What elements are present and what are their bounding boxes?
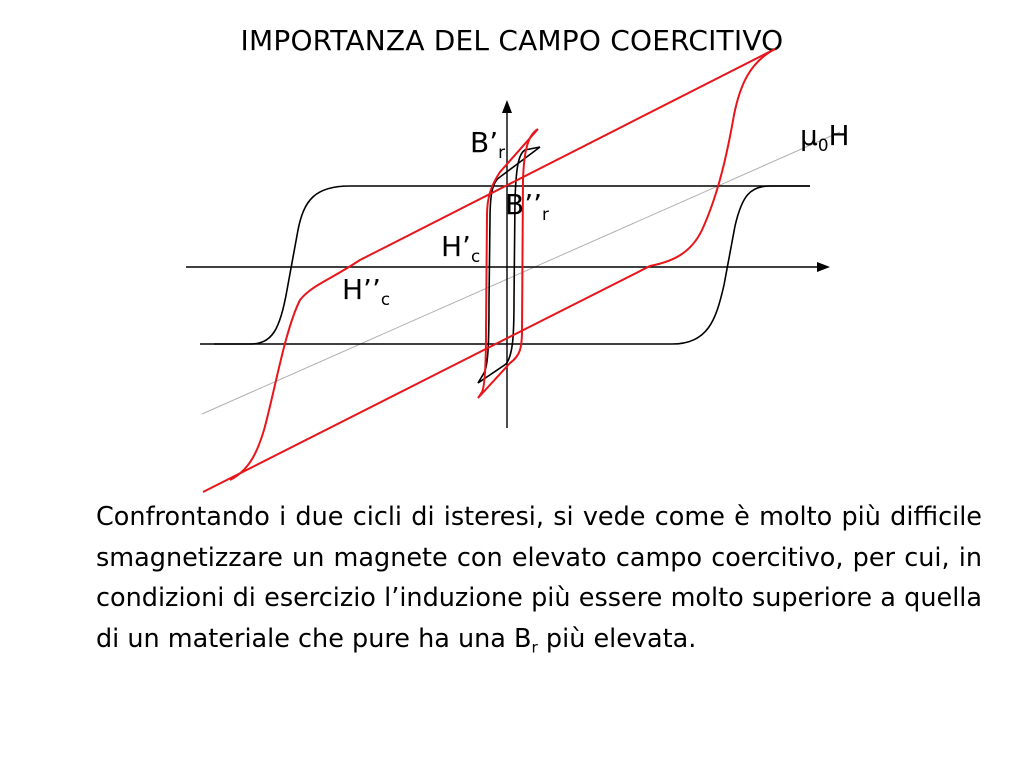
label-b-r-prime: $B’_r$ (470, 126, 506, 162)
label-mu0-h: $\mu_0H$ (800, 119, 850, 155)
x-axis-arrowhead (817, 262, 830, 272)
y-axis-arrowhead (502, 100, 512, 113)
mu0h-reference-line (202, 132, 840, 414)
label-b-r-double-prime: $B’’_r$ (505, 188, 549, 224)
body-paragraph: Confrontando i due cicli di isteresi, si vede come è molto più difficile smagnetizzare un magnete con elevato campo coercitivo, per cui, in condizioni di esercizio l’induzione più essere molto superiore a quella di un materiale che pure ha una $B_r$ più elevata. (96, 502, 982, 656)
label-h-c-double-prime: $H’’_c$ (342, 273, 391, 309)
red-wide-loop-ascending (230, 49, 775, 480)
label-h-c-prime: $H’_c$ (441, 230, 481, 266)
slide-title: IMPORTANZA DEL CAMPO COERCITIVO (240, 24, 784, 57)
